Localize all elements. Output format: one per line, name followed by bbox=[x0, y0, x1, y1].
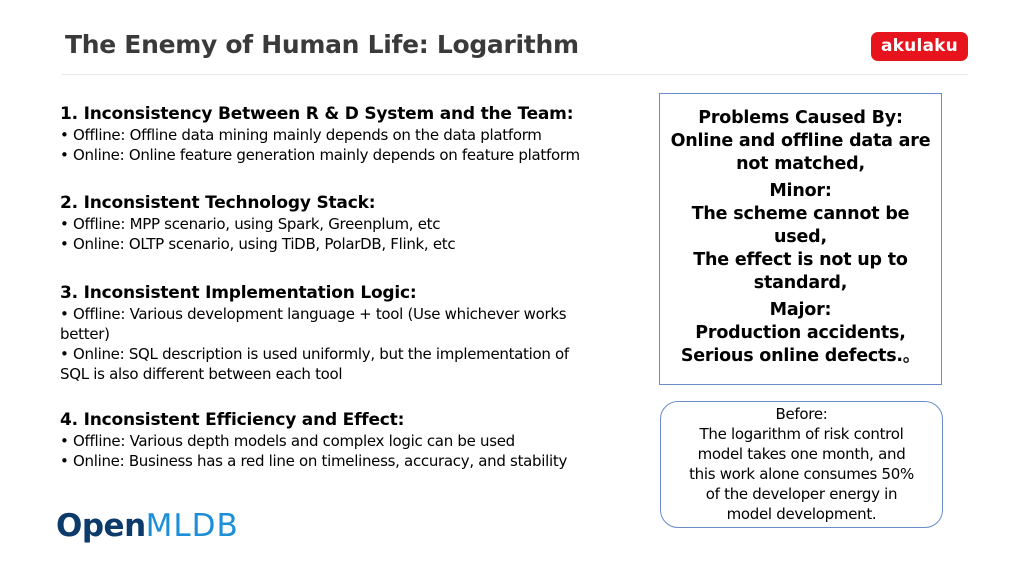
section-line: • Online: SQL description is used uniformly, but the implementation of bbox=[60, 345, 569, 363]
problems-major-label: Major: bbox=[769, 300, 832, 320]
title-divider bbox=[62, 74, 968, 75]
problems-line: Production accidents, bbox=[695, 323, 906, 343]
section-line: • Offline: Various development language + tool (Use whichever works bbox=[60, 305, 567, 323]
logo-text-mldb: MLDB bbox=[145, 508, 239, 544]
logo-text-open: Open bbox=[56, 508, 146, 544]
section-heading: 4. Inconsistent Efficiency and Effect: bbox=[60, 410, 405, 430]
section-line: • Online: Online feature generation mainly depends on feature platform bbox=[60, 146, 580, 164]
section-tech-stack bbox=[60, 192, 650, 254]
openmldb-logo bbox=[56, 508, 239, 544]
slide-title: The Enemy of Human Life: Logarithm bbox=[65, 30, 579, 59]
before-line: of the developer energy in bbox=[705, 485, 898, 503]
section-implementation-logic bbox=[60, 282, 650, 384]
problems-line: Serious online defects.。 bbox=[680, 346, 921, 366]
section-heading: 2. Inconsistent Technology Stack: bbox=[60, 193, 376, 213]
before-callout-box bbox=[660, 401, 943, 528]
brand-logo: akulaku bbox=[871, 32, 968, 61]
problems-line: standard, bbox=[753, 273, 848, 293]
section-line: • Offline: MPP scenario, using Spark, Greenplum, etc bbox=[60, 215, 441, 233]
before-line: The logarithm of risk control bbox=[699, 425, 904, 443]
problems-minor-label: Minor: bbox=[769, 181, 832, 201]
section-heading: 1. Inconsistency Between R & D System and the Team: bbox=[60, 104, 574, 124]
problems-line: The scheme cannot be bbox=[691, 204, 910, 224]
section-efficiency-effect bbox=[60, 409, 650, 471]
section-line: • Offline: Offline data mining mainly depends on the data platform bbox=[60, 126, 542, 144]
section-line: • Offline: Various depth models and complex logic can be used bbox=[60, 432, 515, 450]
problems-line: Online and offline data are bbox=[670, 131, 931, 151]
before-line: this work alone consumes 50% bbox=[689, 465, 914, 483]
section-line: SQL is also different between each tool bbox=[60, 365, 343, 383]
section-line: • Online: OLTP scenario, using TiDB, PolarDB, Flink, etc bbox=[60, 235, 456, 253]
problems-line: used, bbox=[774, 227, 827, 247]
before-line: model takes one month, and bbox=[697, 445, 906, 463]
section-line: better) bbox=[60, 325, 110, 343]
problems-callout-box bbox=[659, 93, 942, 385]
before-line: model development. bbox=[726, 505, 877, 523]
section-line: • Online: Business has a red line on timeliness, accuracy, and stability bbox=[60, 452, 568, 470]
section-heading: 3. Inconsistent Implementation Logic: bbox=[60, 283, 417, 303]
content-sections bbox=[60, 103, 650, 495]
problems-heading: Problems Caused By: bbox=[698, 108, 903, 128]
problems-line: not matched, bbox=[736, 154, 865, 174]
problems-line: The effect is not up to bbox=[693, 250, 908, 270]
before-heading: Before: bbox=[775, 405, 828, 423]
section-rd-system bbox=[60, 103, 650, 165]
